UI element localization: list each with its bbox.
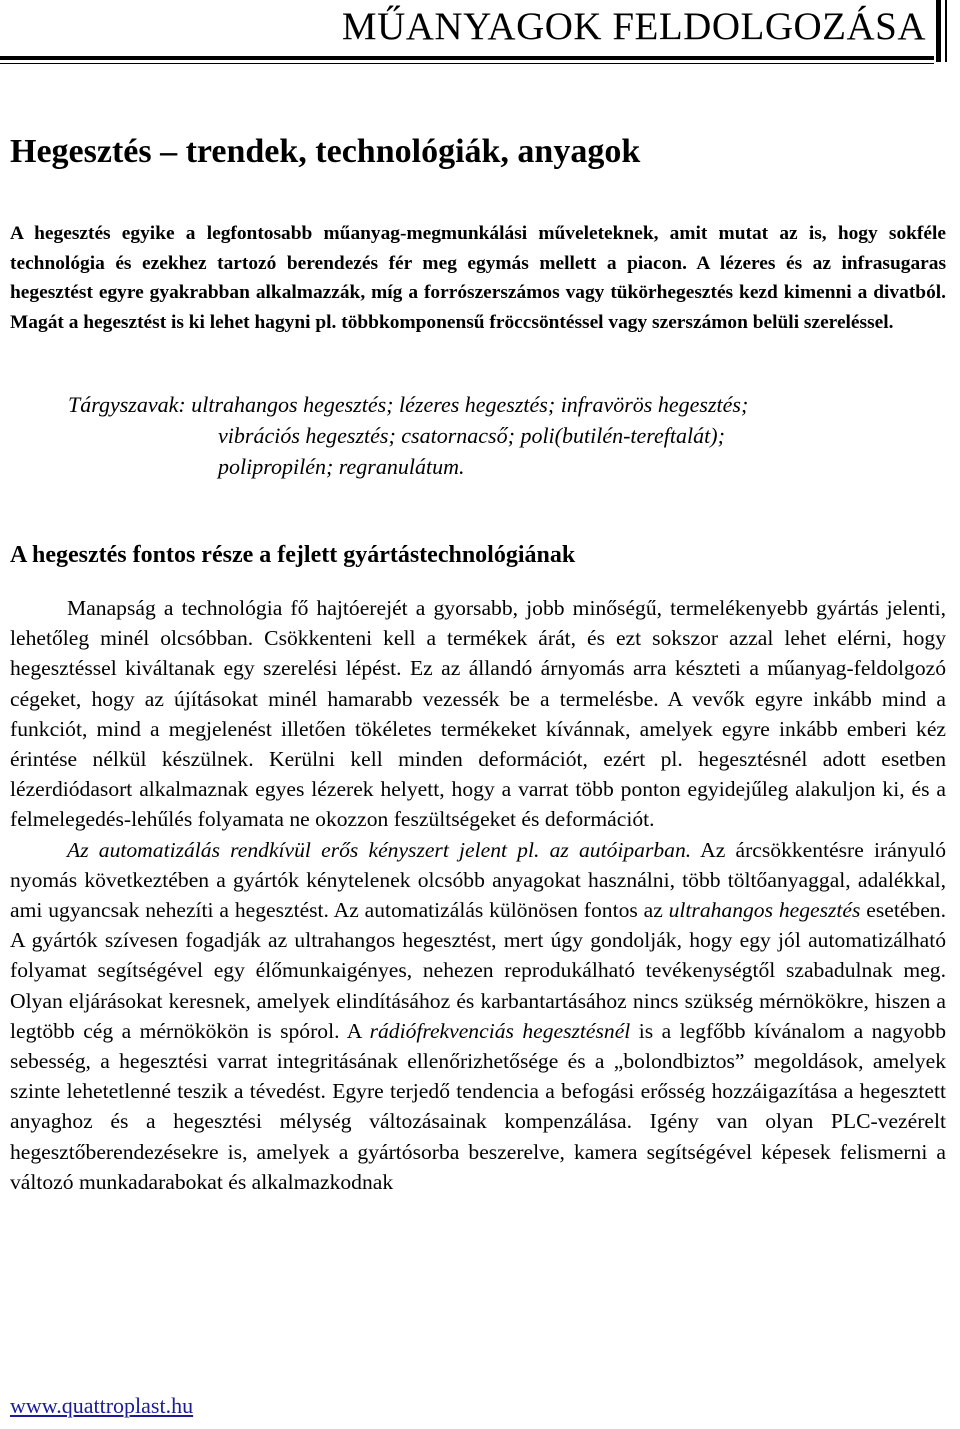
keywords-line-2: vibrációs hegesztés; csatornacső; poli(butilén-tereftalát); [218, 423, 725, 448]
header-bar-thick [936, 0, 941, 62]
section-heading: A hegesztés fontos része a fejlett gyártástechnológiának [10, 542, 576, 568]
journal-title: MŰANYAGOK FELDOLGOZÁSA [341, 5, 926, 48]
keywords-line-1: ultrahangos hegesztés; lézeres hegesztés; infravörös hegesztés; [191, 392, 749, 417]
body-text [10, 593, 946, 1197]
body-paragraph-1: Manapság a technológia fő hajtóerejét a gyorsabb, jobb minőségű, termelékenyebb gyártás jelenti, lehetőleg minél olcsóbban. Csökkenteni kell a termékek árát, és ezt sokszor azzal lehet elérni, hogy hegesztéssel kiváltanak egy szerelési lépést. Ez az állandó árnyomás arra készteti a műanyag-feldolgozó cégeket, hogy az újításokat minél hamarabb vezessék be a termelésbe. A vevők egyre inkább mind a funkciót, mind a megjelenést illetően tökéletes termékeket kívánnak, amelyek egyre inkább emberi kéz érintése nélkül készülnek. Kerülni kell minden deformációt, ezért pl. hegesztésnél adott esetben lézerdiódasort alkalmaznak egyes lézerek helyett, hogy a varrat több ponton egyidejűleg alakuljon ki, és a felmelegedés-lehűlés folyamata ne okozzon feszültségeket és deformációt. [10, 596, 946, 832]
footer-website-link[interactable]: www.quattroplast.hu [10, 1393, 194, 1418]
keywords-label: Tárgyszavak: [68, 392, 186, 417]
article-title: Hegesztés – trendek, technológiák, anyagok [10, 133, 641, 170]
header-bar-thin [945, 0, 947, 62]
p2-text-1: Az árcsökkentésre irányuló nyomás következtében a gyártók kénytelenek olcsóbb anyagokat használni, több töltőanyaggal, adalékkal, ami ugyancsak nehezíti a hegesztést. Az automatizálás különösen fontos az [10, 837, 946, 923]
p2-italic-ultrasonic: ultrahangos hegesztés [668, 898, 861, 923]
body-paragraph-2 [10, 835, 946, 1197]
header-rule-thick [0, 56, 934, 60]
keywords-line-3: polipropilén; regranulátum. [218, 454, 465, 479]
p2-text-3: is a legfőbb kívánalom a nagyobb sebesség, a hegesztési varrat integritásának ellenőrizhetősége és a „bolondbiztos” megoldások, amelyek szinte lehetetlenné teszik a tévedést. Egyre terjedő tendencia a befogási erősség hozzáigazítása a hegesztett anyaghoz és a hegesztési mélység változásainak kompenzálása. Igény van olyan PLC-vezérelt hegesztőberendezésekre is, amelyek a gyártósorba beszerelve, kamera segítségével képesek felismerni a változó munkadarabokat és alkalmazkodnak [10, 1018, 946, 1194]
keywords-block [68, 389, 948, 482]
p2-text-2: esetében. A gyártók szívesen fogadják az ultrahangos hegesztést, mert úgy gondolják, hogy egy jól automatizálható folyamat segítségével egy élőmunkaigényes, nehezen reprodukálható tevékenységtől szabadulnak meg. Olyan eljárásokat keresnek, amelyek elindításához és karbantartásához nincs szükség mérnökökre, hiszen a legtöbb cég a mérnökökön is spórol. A [10, 898, 946, 1043]
p2-italic-intro: Az automatizálás rendkívül erős kényszert jelent pl. az autóiparban. [67, 837, 692, 862]
p2-italic-rf: rádiófrekvenciás hegesztésnél [369, 1018, 631, 1043]
header-bars-decoration [934, 0, 952, 62]
header-rule-thin [0, 63, 934, 64]
article-lead: A hegesztés egyike a legfontosabb műanyag-megmunkálási műveleteknek, amit mutat az is, hogy sokféle technológia és ezekhez tartozó berendezés fér meg egymás mellett a piacon. A lézeres és az infrasugaras hegesztést egyre gyakrabban alkalmazzák, míg a forrószerszámos vagy tükörhegesztés kezd kimenni a divatból. Magát a hegesztést is ki lehet hagyni pl. többkomponensű fröccsöntéssel vagy szerszámon belüli szereléssel. [10, 223, 946, 333]
